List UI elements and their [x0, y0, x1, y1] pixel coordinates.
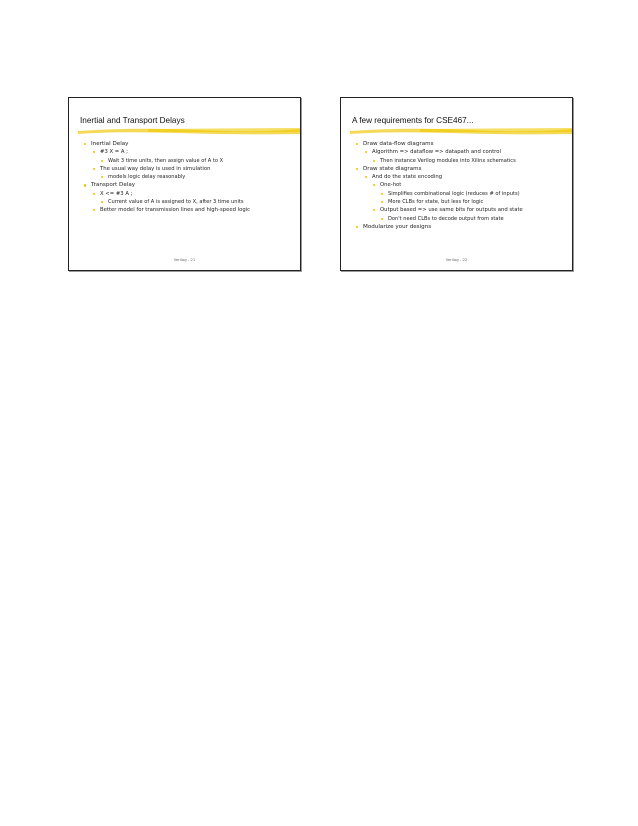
bullet-text: Draw data-flow diagrams — [363, 141, 434, 147]
bullet-item — [355, 215, 568, 223]
bullet-text: Modularize your designs — [363, 223, 432, 230]
bullet-item — [355, 157, 568, 165]
slide-22 — [340, 97, 573, 271]
bullet-icon — [381, 218, 383, 220]
highlighter-underline — [78, 126, 300, 135]
bullet-item — [83, 190, 296, 198]
bullet-text: More CLBs for state, but less for logic — [388, 199, 484, 206]
bullet-item — [355, 173, 568, 181]
bullet-icon — [93, 168, 95, 170]
bullet-text: Simplifies combinational logic (reduces # of inputs) — [388, 190, 520, 197]
bullet-text: X <= #3 A ; — [100, 190, 133, 197]
bullet-item — [355, 181, 568, 189]
bullet-icon — [356, 143, 358, 145]
bullet-text: The usual way delay is used in simulation — [100, 165, 211, 172]
bullet-icon — [101, 160, 103, 162]
slide-footer: Verilog - 22 — [445, 257, 468, 262]
bullet-item — [83, 165, 296, 173]
bullet-icon — [381, 193, 383, 195]
highlighter-underline — [350, 126, 572, 135]
bullet-item — [355, 223, 568, 231]
bullet-icon — [373, 184, 375, 186]
bullet-text: Algorithm => dataflow => datapath and control — [372, 149, 501, 156]
bullet-text: Inertial Delay — [91, 141, 129, 147]
bullet-icon — [373, 160, 375, 162]
bullet-text: Draw state diagrams — [363, 165, 422, 172]
slide-title: A few requirements for CSE467... — [352, 116, 474, 125]
bullet-item — [83, 173, 296, 181]
bullet-icon — [93, 151, 95, 153]
bullet-item — [83, 148, 296, 156]
bullet-icon — [93, 209, 95, 211]
bullet-item — [355, 165, 568, 173]
bullet-item — [355, 140, 568, 148]
bullet-item — [83, 157, 296, 165]
bullet-icon — [356, 226, 358, 228]
bullet-text: Then instance Verilog modules into Xilinx schematics — [380, 157, 516, 164]
bullet-list — [355, 140, 568, 231]
bullet-text: Transport Delay — [91, 182, 136, 189]
bullet-text: Current value of A is assigned to X, after 3 time units — [108, 199, 244, 206]
bullet-icon — [101, 176, 103, 178]
bullet-icon — [356, 168, 358, 170]
bullet-icon — [365, 176, 367, 178]
bullet-item — [83, 206, 296, 214]
bullet-text: Wait 3 time units, then assign value of A to X — [108, 157, 224, 164]
bullet-icon — [381, 201, 383, 203]
bullet-text: Output based => use same bits for outputs and state — [380, 207, 523, 214]
slide-title: Inertial and Transport Delays — [80, 116, 185, 125]
bullet-item — [83, 140, 296, 148]
bullet-text: models logic delay reasonably — [108, 174, 186, 181]
bullet-icon — [93, 193, 95, 195]
bullet-item — [355, 148, 568, 156]
bullet-item — [83, 181, 296, 189]
bullet-item — [355, 198, 568, 206]
bullet-icon — [365, 151, 367, 153]
bullet-icon — [373, 209, 375, 211]
bullet-text: And do the state encoding — [372, 174, 443, 181]
bullet-list — [83, 140, 296, 215]
bullet-text: One-hot — [380, 182, 402, 189]
bullet-icon — [101, 201, 103, 203]
bullet-item — [83, 198, 296, 206]
bullet-item — [355, 206, 568, 214]
bullet-icon — [84, 184, 86, 186]
bullet-text: #3 X = A ; — [100, 149, 129, 156]
slide-21 — [68, 97, 301, 271]
bullet-text: Better model for transmission lines and high-speed logic — [100, 207, 251, 214]
slide-footer: Verilog - 21 — [173, 257, 196, 262]
bullet-icon — [84, 143, 86, 145]
bullet-item — [355, 190, 568, 198]
bullet-text: Don't need CLBs to decode output from state — [388, 215, 504, 222]
